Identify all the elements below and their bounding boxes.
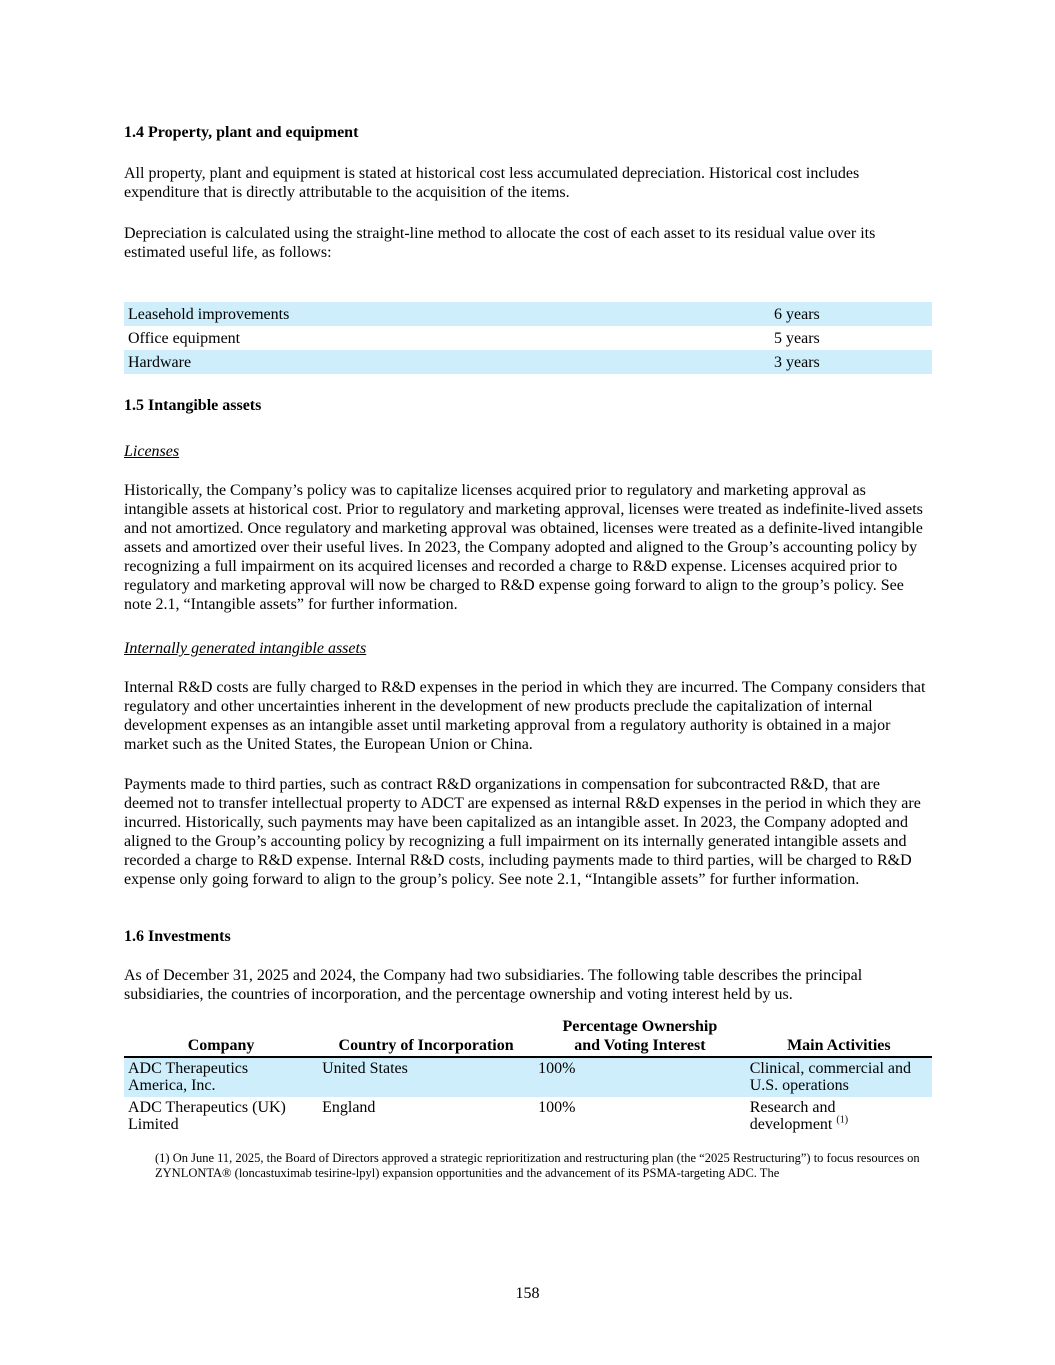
footnote-restructuring: (1) On June 11, 2025, the Board of Directors approved a strategic reprioritization and restructuring plan (the “2025 Restructuring”) to focus resources on ZYNLONTA® (loncastuximab tesirine-lpyl) expansion opportunities and the advancement of its PSMA-targeting ADC. The (155, 1151, 920, 1180)
paragraph-internal-rd: Internal R&D costs are fully charged to R&D expenses in the period in which they are incurred. The Company considers that regulatory and other uncertainties inherent in the development of new products preclude the capitalization of internal development expenses as an intangible asset until marketing approval from a regulatory authority is obtained in a major market such as the United States, the European Union or China. (124, 679, 926, 753)
ownership-cell: 100% (534, 1057, 746, 1097)
activities-cell: Research and development $^{(1)}$ (749, 1099, 849, 1133)
company-cell: ADC Therapeutics (UK) Limited (128, 1099, 286, 1133)
ownership-cell: 100% (538, 1099, 576, 1116)
section-heading-1-5: 1.5 Intangible assets (124, 397, 262, 414)
paragraph-licenses: Historically, the Company’s policy was to capitalize licenses acquired prior to regulatory and marketing approval as intangible assets at historical cost. Prior to regulatory and marketing approval, licenses were treated as indefinite-lived assets and not amortized. Once regulatory and marketing approval was obtained, licenses were treated as a definite-lived intangible assets and amortized over their useful lives. In 2023, the Company adopted and aligned to the Group’s accounting policy by recognizing a full impairment on its acquired licenses and recorded a charge to R&D expense. Licenses acquired prior to regulatory and marketing approval will now be charged to R&D expense going forward to align to the group’s policy. See note 2.1, “Intangible assets” for further information. (124, 482, 923, 613)
table-row (124, 350, 932, 374)
useful-life: 5 years (774, 329, 820, 347)
page-number: 158 (515, 1285, 540, 1302)
useful-life: 6 years (770, 302, 932, 326)
asset-name: Office equipment (128, 329, 241, 347)
activities-cell: Clinical, commercial and U.S. operations (746, 1057, 932, 1097)
subheading-licenses: Licenses (124, 443, 180, 460)
paragraph-third-party-payments: Payments made to third parties, such as contract R&D organizations in compensation for subcontracted R&D, that are deemed not to transfer intellectual property to ADCT are expensed as internal R&D expenses in the period in which they are incurred. Historically, such payments may have been capitalized as an intangible asset. In 2023, the Company adopted and aligned to the Group’s accounting policy by recognizing a full impairment on its internally generated intangible assets and recorded a charge to R&D expense. Internal R&D costs, including payments made to third parties, will be charged to R&D expense only going forward to align to the group’s policy. See note 2.1, “Intangible assets” for further information. (124, 776, 921, 888)
company-cell: ADC Therapeutics America, Inc. (124, 1057, 318, 1097)
table-row (124, 326, 932, 350)
asset-name: Leasehold improvements (124, 302, 770, 326)
paragraph-ppe-cost: All property, plant and equipment is stated at historical cost less accumulated depreciation. Historical cost includes expenditure that is directly attributable to the acquisition of the items. (124, 165, 860, 201)
table-row (124, 1097, 932, 1136)
footnote-reference: (1) (836, 1114, 849, 1126)
table-header-row (124, 1017, 932, 1057)
paragraph-investments: As of December 31, 2025 and 2024, the Company had two subsidiaries. The following table describes the principal subsidiaries, the countries of incorporation, and the percentage ownership and voting interest held by us. (124, 967, 863, 1003)
section-heading-1-4: 1.4 Property, plant and equipment (124, 124, 359, 141)
document-page (124, 120, 932, 1181)
section-heading-1-6: 1.6 Investments (124, 928, 231, 945)
column-header-country: Country of Incorporation (318, 1017, 534, 1057)
column-header-company: Company (124, 1017, 318, 1057)
country-cell: England (322, 1099, 376, 1116)
paragraph-depreciation: Depreciation is calculated using the straight-line method to allocate the cost of each asset to its residual value over its estimated useful life, as follows: (124, 225, 876, 261)
country-cell: United States (318, 1057, 534, 1097)
table-row (124, 1057, 932, 1097)
subheading-internally-generated: Internally generated intangible assets (124, 640, 367, 657)
column-header-ownership: Percentage Ownership and Voting Interest (534, 1017, 746, 1057)
asset-name: Hardware (124, 350, 770, 374)
subsidiaries-table (124, 1017, 932, 1136)
useful-life: 3 years (770, 350, 932, 374)
depreciation-table (124, 302, 932, 374)
column-header-activities: Main Activities (746, 1017, 932, 1057)
table-row (124, 302, 932, 326)
